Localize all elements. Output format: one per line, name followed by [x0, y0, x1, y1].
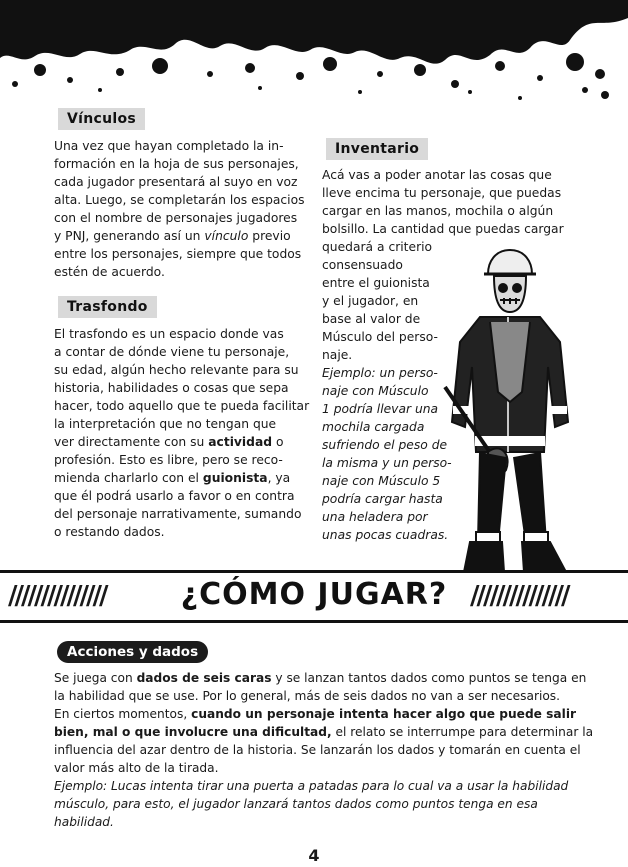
section-title-inventario: Inventario: [326, 138, 428, 160]
section-title-vinculos: Vínculos: [58, 108, 145, 130]
ink-splatter-decoration: [0, 0, 628, 110]
banner-bottom-rule: [0, 620, 628, 623]
acciones-example: Ejemplo: Lucas intenta tirar una puerta a patadas para lo cual va a usar la habilidad músculo, para esto, el jugador lanzará tantos dados como puntos tenga en esa habilidad.: [54, 779, 569, 829]
section-title-trasfondo: Trasfondo: [58, 296, 157, 318]
zombie-firefighter-illustration: [440, 242, 590, 584]
banner-top-rule: [0, 570, 628, 573]
trasfondo-text: El trasfondo es un espacio donde vas a contar de dónde viene tu personaje, su edad, algún hecho relevante para su historia, habilidades o cosas que sepa hacer, todo aquello que te pueda facilitar la interpretación que no tengan que ver directamente con su actividad o profesión. Esto es libre, pero se reco- mienda charlarlo con el guionista, ya que él podrá usarlo a favor o en contra del personaje narrativamente, sumando o restando dados.: [54, 327, 310, 539]
acciones-text: Se juega con dados de seis caras y se lanzan tantos dados como puntos se tenga en la habilidad que se use. Por lo general, más de seis dados no van a ser necesarios. En ciertos momentos, cuando un personaje intenta hacer algo que puede salir bien, mal o que involucre una dificultad, el relato se interrumpe para determinar la influencia del azar dentro de la historia. Se lanzarán los dados y tomarán en cuenta el valor más alto de la tirada. Ejemplo: Lucas intenta tirar una puerta a patadas para lo cual va a usar la habilidad músculo, para esto, el jugador lanzará tantos dados como puntos tenga en esa habilidad.: [54, 671, 594, 829]
page-number: 4: [308, 846, 320, 865]
section-title-acciones: Acciones y dados: [57, 641, 208, 663]
inventario-text: Acá vas a poder anotar las cosas que lleve encima tu personaje, que puedas cargar en las manos, mochila o algún bolsillo. La cantidad que puedas cargar quedará a criterio consensuado entre el guionista y el jugador, en base al valor de Músculo del perso- naje. Ejemplo: un perso- naje con Músculo 1 podría llevar una mochila cargada sufriendo el peso de la misma y un perso- naje con Músculo 5 podría cargar hasta una heladera por unas pocas cuadras.: [322, 166, 572, 544]
banner-hatch-right: ///////////////: [470, 581, 568, 611]
inventario-example: Ejemplo: un perso- naje con Músculo 1 podría llevar una mochila cargada sufriendo el peso de la misma y un perso- naje con Músculo 5 podría cargar hasta una heladera por unas pocas cuadras.: [322, 366, 452, 542]
vinculos-text: Una vez que hayan completado la in- formación en la hoja de sus personajes, cada jugador presentará al suyo en voz alta. Luego, se completarán los espacios con el nombre de personajes jugadores y PNJ, generando así un vínculo previo entre los personajes, siempre que todos estén de acuerdo.: [54, 139, 305, 279]
banner-title: ¿CÓMO JUGAR?: [180, 577, 448, 612]
banner-hatch-left: ///////////////: [8, 581, 106, 611]
